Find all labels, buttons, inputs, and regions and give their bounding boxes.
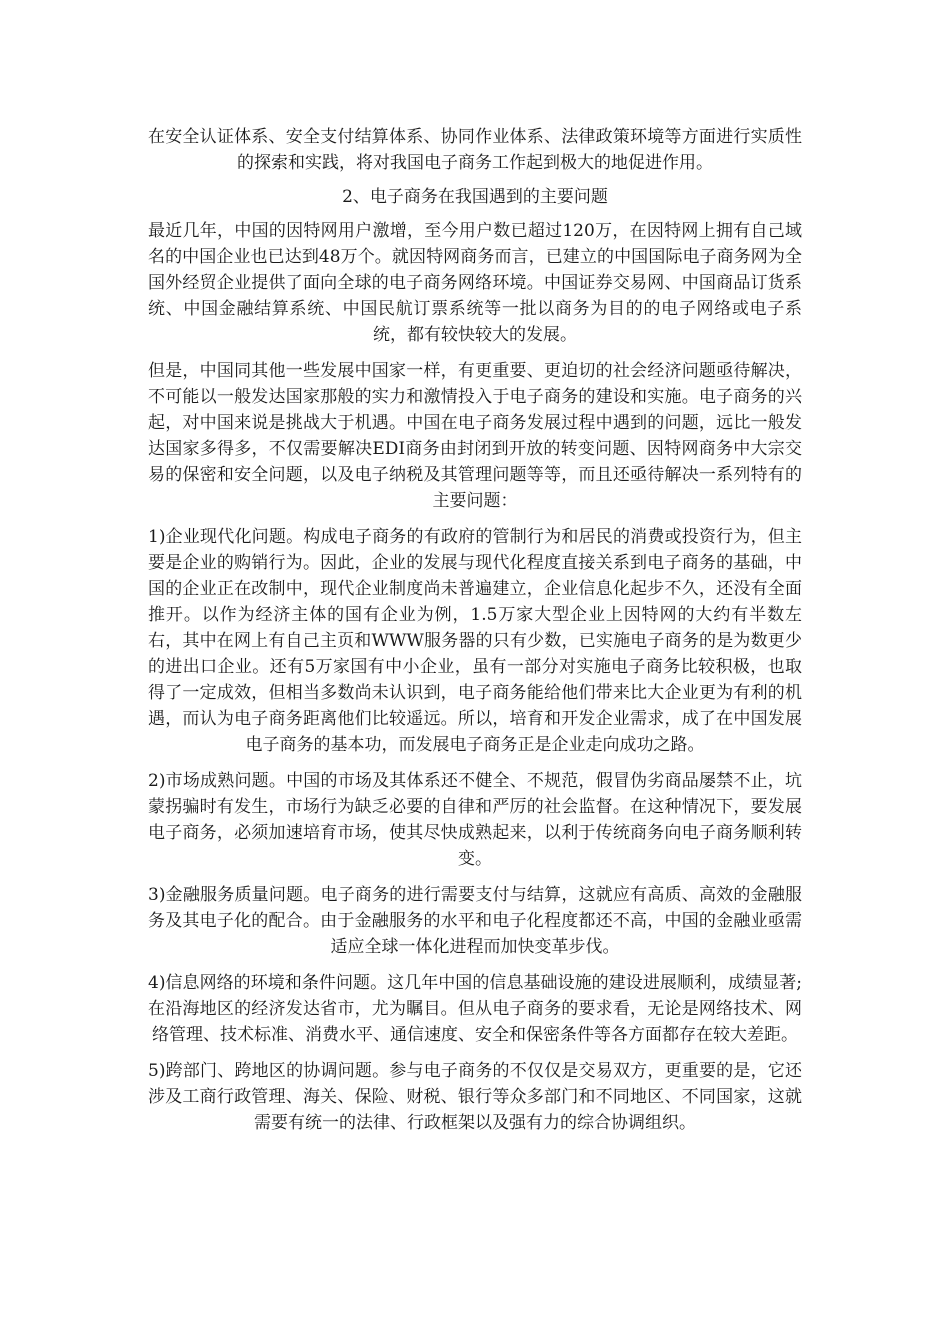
paragraph-challenges: 但是，中国同其他一些发展中国家一样，有更重要、更迫切的社会经济问题亟待解决，不可能以一般发达国家那般的实力和激情投入于电子商务的建设和实施。电子商务的兴起，对中国来说是挑战大于机遇。中国在电子商务发展过程中遇到的问题，远比一般发达国家多得多，不仅需要解决EDI商务由封闭到开放的转变问题、因特网商务中大宗交易的保密和安全问题，以及电子纳税及其管理问题等等，而且还亟待解决一系列特有的主要问题： <box>148 361 802 511</box>
document-page <box>148 124 802 1146</box>
paragraph-financial-services: 3)金融服务质量问题。电子商务的进行需要支付与结算，这就应有高质、高效的金融服务及其电子化的配合。由于金融服务的水平和电子化程度都还不高，中国的金融业亟需适应全球一体化进程而加快变革步伐。 <box>148 885 802 957</box>
paragraph-coordination: 5)跨部门、跨地区的协调问题。参与电子商务的不仅仅是交易双方，更重要的是，它还涉及工商行政管理、海关、保险、财税、银行等众多部门和不同地区、不同国家，这就需要有统一的法律、行政框架以及强有力的综合协调组织。 <box>148 1061 802 1133</box>
continuation-paragraph: 在安全认证体系、安全支付结算体系、协同作业体系、法律政策环境等方面进行实质性的探索和实践，将对我国电子商务工作起到极大的地促进作用。 <box>148 127 802 173</box>
paragraph-network-environment: 4)信息网络的环境和条件问题。这几年中国的信息基础设施的建设进展顺利，成绩显著;在沿海地区的经济发达省市，尤为瞩目。但从电子商务的要求看，无论是网络技术、网络管理、技术标准、消费水平、通信速度、安全和保密条件等各方面都存在较大差距。 <box>148 973 802 1045</box>
paragraph-intro: 最近几年，中国的因特网用户激增，至今用户数已超过120万，在因特网上拥有自己域名的中国企业也已达到48万个。就因特网商务而言，已建立的中国国际电子商务网为全国外经贸企业提供了面向全球的电子商务网络环境。中国证券交易网、中国商品订货系统、中国金融结算系统、中国民航订票系统等一批以商务为目的的电子网络或电子系统，都有较快较大的发展。 <box>148 221 802 345</box>
paragraph-market-maturity: 2)市场成熟问题。中国的市场及其体系还不健全、不规范，假冒伪劣商品屡禁不止，坑蒙拐骗时有发生，市场行为缺乏必要的自律和严厉的社会监督。在这种情况下，要发展电子商务，必须加速培育市场，使其尽快成熟起来，以利于传统商务向电子商务顺利转变。 <box>148 771 802 869</box>
section-heading: 2、电子商务在我国遇到的主要问题 <box>342 187 608 207</box>
paragraph-enterprise-modernization: 1)企业现代化问题。构成电子商务的有政府的管制行为和居民的消费或投资行为，但主要是企业的购销行为。因此，企业的发展与现代化程度直接关系到电子商务的基础，中国的企业正在改制中，现代企业制度尚未普遍建立，企业信息化起步不久，还没有全面推开。以作为经济主体的国有企业为例，1.5万家大型企业上因特网的大约有半数左右，其中在网上有自己主页和WWW服务器的只有少数，已实施电子商务的是为数更少的进出口企业。还有5万家国有中小企业，虽有一部分对实施电子商务比较积极，也取得了一定成效，但相当多数尚未认识到，电子商务能给他们带来比大企业更为有利的机遇，而认为电子商务距离他们比较遥远。所以，培育和开发企业需求，成了在中国发展电子商务的基本功，而发展电子商务正是企业走向成功之路。 <box>148 527 802 755</box>
